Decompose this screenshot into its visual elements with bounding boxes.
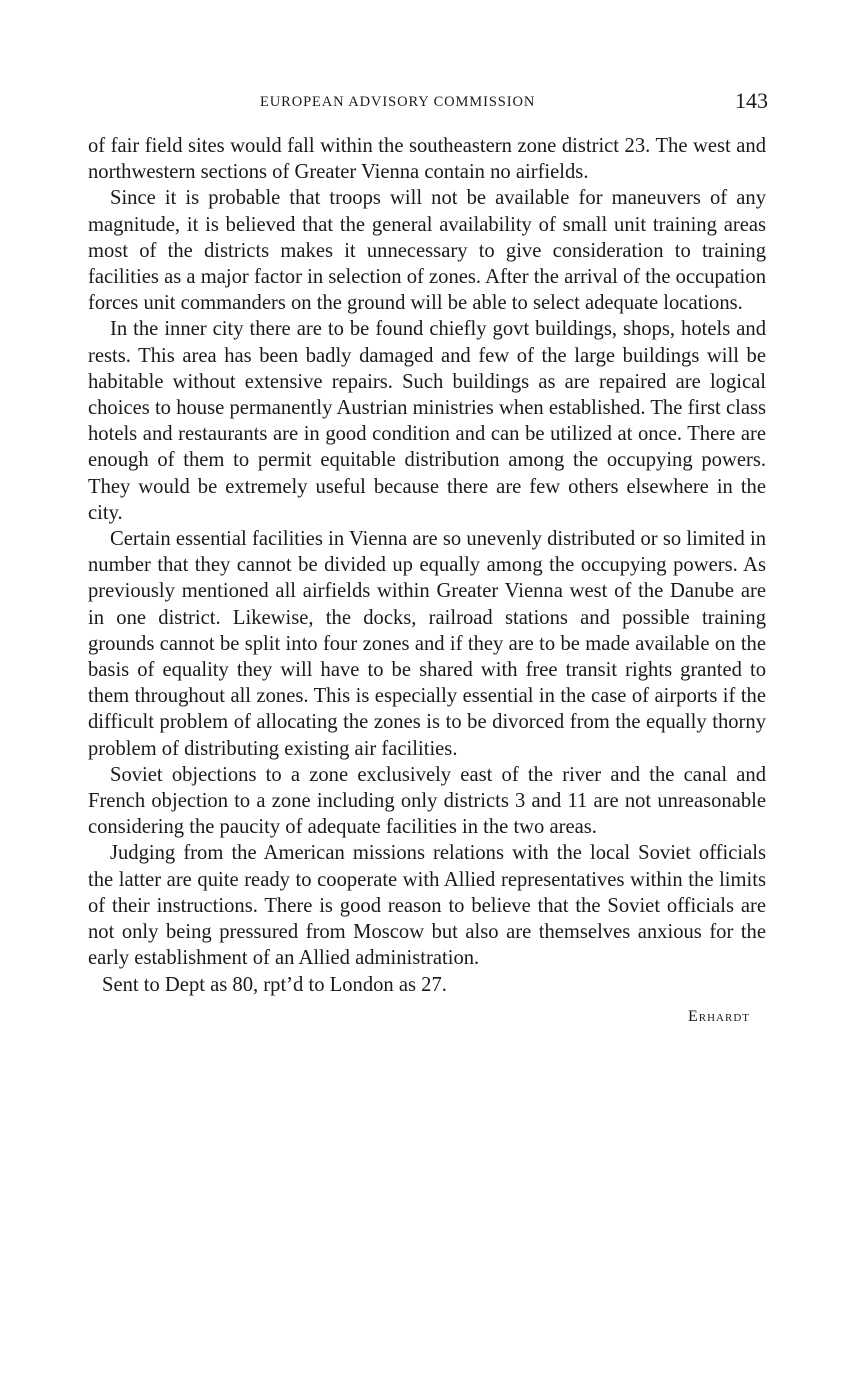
paragraph-objections: Soviet objections to a zone exclusively east of the river and the canal and French objection to a zone including only districts 3 and 11 are not unreasonable considering the paucity of adequate facilities in the two areas. xyxy=(88,763,766,839)
paragraph-essential-facilities: Certain essential facilities in Vienna are so unevenly distributed or so limited in number that they cannot be divided up equally among the occupying powers. As previously mentioned all airfields within Greater Vienna west of the Danube are in one district. Likewise, the docks, railroad stations and possible training grounds cannot be split into four zones and if they are to be made available on the basis of equality they will have to be shared with free transit rights granted to them throughout all zones. This is especially essential in the case of airports if the difficult problem of allocating the zones is to be divorced from the equally thorny problem of distributing existing air facilities. xyxy=(88,528,766,760)
body-text xyxy=(88,133,766,1030)
page-number: 143 xyxy=(735,88,768,113)
paragraph-training-areas: Since it is probable that troops will not be available for maneuvers of any magnitude, it is believed that the general availability of small unit training areas most of the districts makes it unnecessary to give consideration to training facilities as a major factor in selection of zones. After the arrival of the occupation forces unit commanders on the ground will be able to select adequate locations. xyxy=(88,187,766,315)
signature: Erhardt xyxy=(688,1007,750,1025)
paragraph-continued: of fair field sites would fall within the southeastern zone district 23. The west and northwestern sections of Greater Vienna contain no airfields. xyxy=(88,135,766,184)
paragraph-soviet-officials: Judging from the American missions relations with the local Soviet officials the latter are quite ready to cooperate with Allied representatives within the limits of their instructions. There is good reason to believe that the Soviet officials are not only being pressured from Moscow but also are themselves anxious for the early establishment of an Allied administration. xyxy=(88,842,766,970)
running-title: EUROPEAN ADVISORY COMMISSION xyxy=(260,94,536,110)
closing-line: Sent to Dept as 80, rpt’d to London as 27. xyxy=(102,973,447,996)
paragraph-inner-city: In the inner city there are to be found chiefly govt buildings, shops, hotels and rests. This area has been badly damaged and few of the large buildings will be habitable without extensive repairs. Such buildings as are repaired are logical choices to house permanently Austrian ministries when established. The first class hotels and restaurants are in good condition and can be utilized at once. There are enough of them to permit equitable distribution among the occupying powers. They would be extremely useful because there are few others elsewhere in the city. xyxy=(88,318,766,524)
running-header xyxy=(90,88,768,118)
